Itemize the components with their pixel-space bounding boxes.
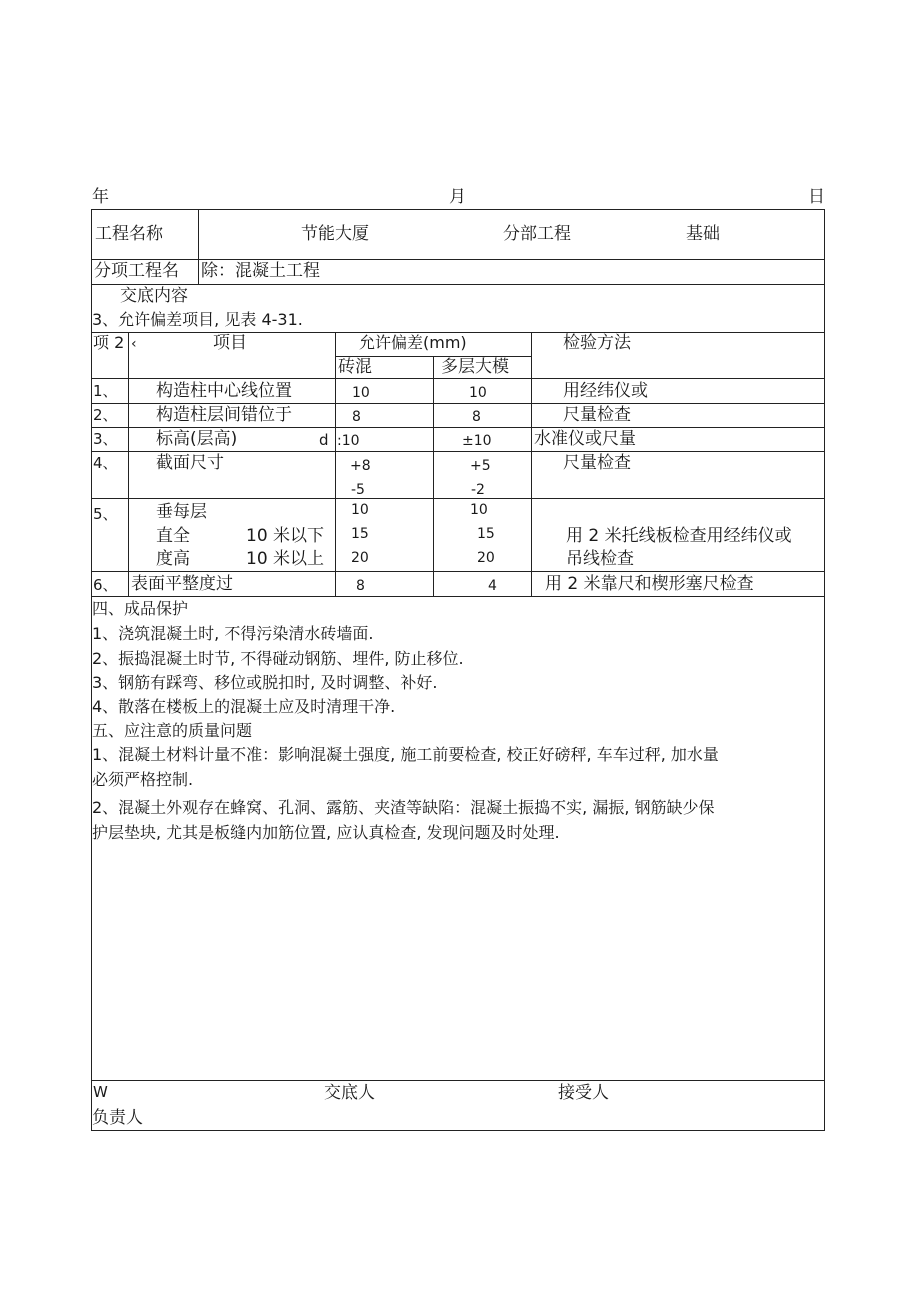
row-2-brick: 8: [352, 409, 361, 425]
row-5-brick-b: 20: [351, 550, 369, 566]
row-5-method: 用 2 米托线板检查用经纬仪或: [566, 526, 792, 546]
division-label: 分部工程: [503, 224, 571, 244]
section-5-heading: 五、应注意的质量问题: [92, 721, 253, 740]
row-4-item: 截面尺寸: [156, 453, 224, 473]
subitem-label: 分项工程名: [94, 261, 179, 281]
col-header-item: 项目: [213, 333, 247, 353]
col-header-mark: ‹: [131, 336, 137, 352]
body-line-1: 1、浇筑混凝土时, 不得污染清水砖墙面.: [92, 624, 374, 643]
body-line-5: 1、混凝土材料计量不准：影响混凝土强度, 施工前要检查, 校正好磅秤, 车车过秤, 加水量: [92, 745, 719, 764]
row-6-multi: 4: [488, 578, 497, 594]
project-name-label: 工程名称: [95, 224, 163, 244]
row-5-item-a2: 10 米以下: [246, 526, 325, 546]
row-4-multi: +5: [470, 458, 491, 474]
row-5-item-a: 直全: [156, 526, 190, 546]
row-5-brick: 10: [351, 502, 369, 518]
row-1-method: 用经纬仪或: [563, 381, 648, 401]
row-4-no: 4、: [93, 454, 118, 472]
row-5-item-b: 度高: [156, 549, 190, 569]
row-5-brick-a: 15: [351, 526, 369, 542]
row-5-item: 垂每层: [156, 502, 207, 522]
row-4-brick: +8: [350, 458, 371, 474]
project-name-value: 节能大厦: [301, 224, 369, 244]
row-5-multi: 10: [470, 502, 488, 518]
row-3-no: 3、: [93, 430, 118, 448]
row-5-method2: 吊线检查: [566, 549, 634, 569]
content-title: 交底内容: [120, 286, 188, 306]
row-5-no: 5、: [93, 505, 118, 523]
col-header-multi: 多层大模: [441, 357, 509, 377]
row-5-multi-b: 20: [477, 550, 495, 566]
footer-w: W: [93, 1083, 108, 1101]
row-2-item: 构造柱层间错位于: [156, 405, 292, 425]
body-line-2: 2、振捣混凝土时节, 不得碰动钢筋、埋件, 防止移位.: [92, 649, 464, 668]
row-3-item: 标高(层高): [156, 429, 238, 449]
row-4-method: 尺量检查: [563, 453, 631, 473]
row-5-item-b2: 10 米以上: [246, 549, 325, 569]
receiver-label: 接受人: [558, 1083, 609, 1103]
row-1-multi: 10: [469, 385, 487, 401]
row-3-multi: ±10: [462, 433, 492, 449]
body-line-8: 护层垫块, 尤其是板缝内加筋位置, 应认真检查, 发现问题及时处理.: [92, 823, 560, 842]
date-year: 年: [92, 187, 109, 207]
date-day: 日: [808, 187, 825, 207]
division-value: 基础: [686, 224, 720, 244]
col-header-brick: 砖混: [338, 357, 372, 377]
row-3-extra: d: [319, 431, 329, 449]
section-4-heading: 四、成品保护: [92, 599, 189, 618]
body-line-7: 2、混凝土外观存在蜂窝、孔洞、露筋、夹渣等缺陷：混凝土振捣不实, 漏振, 钢筋缺少保: [92, 798, 715, 817]
row-4-multi2: -2: [471, 482, 485, 498]
body-line-3: 3、钢筋有踩弯、移位或脱扣时, 及时调整、补好.: [92, 673, 438, 692]
col-header-no: 项 2: [93, 333, 125, 352]
row-1-item: 构造柱中心线位置: [156, 381, 292, 401]
handover-person-label: 交底人: [324, 1083, 375, 1103]
row-1-no: 1、: [93, 382, 118, 400]
row-6-method: 用 2 米靠尺和楔形塞尺检查: [545, 574, 754, 594]
date-month: 月: [449, 187, 466, 207]
col-header-tolerance: 允许偏差(mm): [359, 333, 467, 352]
row-6-item: 表面平整度过: [131, 574, 233, 594]
row-5-multi-a: 15: [477, 526, 495, 542]
body-line-4: 4、散落在楼板上的混凝土应及时清理干净.: [92, 697, 396, 716]
subitem-value: 除：混凝土工程: [201, 261, 320, 281]
row-2-no: 2、: [93, 406, 118, 424]
row-3-method: 水准仪或尺量: [534, 429, 636, 449]
row-3-brick: :10: [337, 433, 360, 449]
row-6-no: 6、: [93, 576, 118, 594]
row-4-brick2: -5: [351, 482, 365, 498]
row-6-brick: 8: [356, 578, 365, 594]
responsible-person-label: 负责人: [92, 1108, 143, 1128]
body-line-6: 必须严格控制.: [92, 770, 194, 789]
row-1-brick: 10: [352, 385, 370, 401]
row-2-multi: 8: [472, 409, 481, 425]
content-intro: 3、允许偏差项目, 见表 4-31.: [92, 310, 303, 329]
row-2-method: 尺量检查: [563, 405, 631, 425]
col-header-method: 检验方法: [563, 333, 631, 353]
